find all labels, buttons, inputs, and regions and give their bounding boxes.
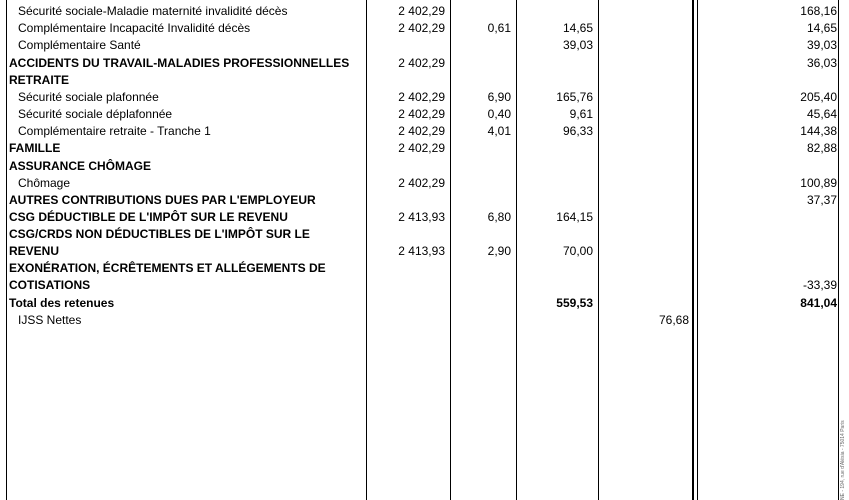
row-label: ASSURANCE CHÔMAGE (9, 159, 152, 173)
base-value: 2 413,93 (398, 210, 445, 224)
base-value: 2 402,29 (398, 21, 445, 35)
row-label: Complémentaire Incapacité Invalidité décès (18, 21, 251, 35)
table-row (0, 3, 849, 20)
base-value: 2 402,29 (398, 90, 445, 104)
table-row (0, 260, 849, 277)
row-label: CSG DÉDUCTIBLE DE L'IMPÔT SUR LE REVENU (9, 210, 288, 224)
base-value: 2 402,29 (398, 107, 445, 121)
employer-amount: 37,37 (806, 193, 837, 207)
table-row (0, 37, 849, 54)
row-label: AUTRES CONTRIBUTIONS DUES PAR L'EMPLOYEUR (9, 193, 316, 207)
table-row (0, 106, 849, 123)
row-label: Total des retenues (9, 296, 115, 310)
rate-value: 4,01 (487, 124, 511, 138)
row-label: COTISATIONS (9, 278, 91, 292)
table-row (0, 20, 849, 37)
table-row (0, 312, 849, 329)
employee-amount: 70,00 (562, 244, 593, 258)
row-label: Sécurité sociale déplafonnée (18, 107, 173, 121)
printer-imprint: NE - 194, rue d'Alésia - 75014 Paris (840, 420, 846, 500)
base-value: 2 402,29 (398, 124, 445, 138)
table-row (0, 72, 849, 89)
table-row (0, 89, 849, 106)
row-label: RETRAITE (9, 73, 69, 87)
table-row (0, 55, 849, 72)
row-label: Chômage (18, 176, 71, 190)
employer-amount: 144,38 (800, 124, 837, 138)
row-label: Sécurité sociale plafonnée (18, 90, 159, 104)
employee-amount: 9,61 (569, 107, 593, 121)
employer-amount: 36,03 (806, 56, 837, 70)
row-label: EXONÉRATION, ÉCRÊTEMENTS ET ALLÉGEMENTS DE (9, 261, 326, 275)
employer-amount: 14,65 (806, 21, 837, 35)
table-row (0, 158, 849, 175)
base-value: 2 413,93 (398, 244, 445, 258)
rate-value: 0,40 (487, 107, 511, 121)
employer-amount: -33,39 (802, 278, 837, 292)
table-row (0, 192, 849, 209)
employee-amount: 164,15 (556, 210, 593, 224)
table-row (0, 295, 849, 312)
base-value: 2 402,29 (398, 141, 445, 155)
rate-value: 6,80 (487, 210, 511, 224)
employee-amount: 39,03 (562, 38, 593, 52)
table-row (0, 226, 849, 243)
table-row (0, 123, 849, 140)
row-label: ACCIDENTS DU TRAVAIL-MALADIES PROFESSIONNELLES (9, 56, 350, 70)
table-row (0, 140, 849, 157)
row-label: IJSS Nettes (18, 313, 82, 327)
rate-value: 2,90 (487, 244, 511, 258)
rate-value: 0,61 (487, 21, 511, 35)
row-label: FAMILLE (9, 141, 61, 155)
employee-amount: 165,76 (556, 90, 593, 104)
row-label: Complémentaire retraite - Tranche 1 (18, 124, 211, 138)
employee-amount: 559,53 (556, 296, 593, 310)
rate-value: 6,90 (487, 90, 511, 104)
table-row (0, 209, 849, 226)
table-row (0, 277, 849, 294)
employer-amount: 39,03 (806, 38, 837, 52)
row-label: REVENU (9, 244, 60, 258)
employer-amount: 100,89 (800, 176, 837, 190)
amount-value: 76,68 (658, 313, 689, 327)
employer-amount: 82,88 (806, 141, 837, 155)
table-row (0, 175, 849, 192)
row-label: Complémentaire Santé (18, 38, 141, 52)
row-label: Sécurité sociale-Maladie maternité invalidité décès (18, 4, 288, 18)
employer-amount: 205,40 (800, 90, 837, 104)
employee-amount: 96,33 (562, 124, 593, 138)
row-label: CSG/CRDS NON DÉDUCTIBLES DE L'IMPÔT SUR LE (9, 227, 310, 241)
employer-amount: 841,04 (800, 296, 837, 310)
base-value: 2 402,29 (398, 56, 445, 70)
employer-amount: 168,16 (800, 4, 837, 18)
table-row (0, 243, 849, 260)
employee-amount: 14,65 (562, 21, 593, 35)
employer-amount: 45,64 (806, 107, 837, 121)
base-value: 2 402,29 (398, 4, 445, 18)
base-value: 2 402,29 (398, 176, 445, 190)
